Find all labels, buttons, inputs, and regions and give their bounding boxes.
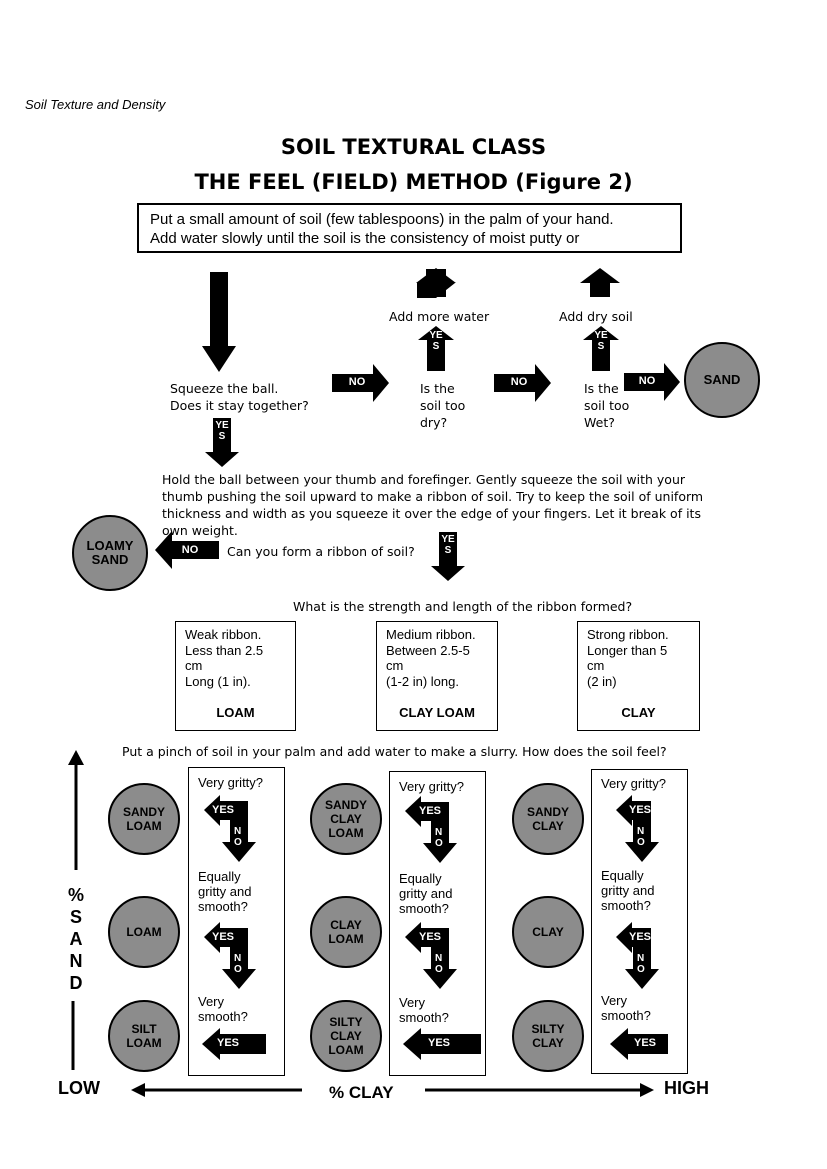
- add-more-water: Add more water: [389, 309, 490, 324]
- sandy-clay-result: SANDY CLAY: [512, 783, 584, 855]
- very-gritty-question: Very gritty?: [399, 779, 465, 794]
- yes-label: YES: [629, 931, 652, 943]
- arrow-right-icon: [640, 1083, 654, 1097]
- equally-gritty-question: Equally gritty and smooth?: [601, 868, 655, 913]
- slurry-instructions: Put a pinch of soil in your palm and add water to make a slurry. How does the soil feel?: [122, 744, 667, 759]
- clay-loam-result: CLAY LOAM: [310, 896, 382, 968]
- instruction-line-2: Add water slowly until the soil is the consistency of moist putty or: [150, 230, 580, 247]
- no-label: NO: [637, 826, 645, 848]
- too-dry-question: Is the soil too dry?: [420, 381, 466, 430]
- arrow-up-icon: [68, 750, 84, 765]
- yes-label: YES: [217, 1037, 240, 1049]
- ribbon-result: CLAY: [621, 704, 656, 720]
- no-label: NO: [435, 953, 443, 975]
- ribbon-result: LOAM: [216, 704, 255, 720]
- ribbon-description: Strong ribbon. Longer than 5 cm (2 in): [587, 627, 669, 689]
- page-header: Soil Texture and Density: [25, 97, 166, 112]
- equally-gritty-question: Equally gritty and smooth?: [399, 871, 453, 916]
- no-label: NO: [638, 375, 656, 387]
- very-smooth-question: Very smooth?: [198, 994, 248, 1024]
- loamy-sand-result: LOAMY SAND: [72, 515, 148, 591]
- yes-label: YES: [441, 534, 455, 556]
- axis-low-label: LOW: [58, 1078, 100, 1098]
- yes-label: YES: [428, 1037, 451, 1049]
- title-line-2: THE FEEL (FIELD) METHOD (Figure 2): [194, 170, 633, 194]
- sand-result: SAND: [684, 342, 760, 418]
- hold-ball-instructions: Hold the ball between your thumb and forefinger. Gently squeeze the soil with your thumb pushing the soil upward to make a ribbon of soil. Try to keep the soil of uniform thickness and width as you squeeze it over the edge of your fingers. Let it break of its own weight.: [162, 472, 704, 538]
- very-smooth-question: Very smooth?: [399, 995, 449, 1025]
- no-label: NO: [234, 826, 242, 848]
- yes-label: YES: [634, 1037, 657, 1049]
- silty-clay-result: SILTY CLAY: [512, 1000, 584, 1072]
- too-wet-question: Is the soil too Wet?: [584, 381, 630, 430]
- percent-sand-axis-label: % S A N D: [67, 885, 84, 993]
- no-label: NO: [234, 953, 242, 975]
- no-label: NO: [181, 544, 199, 556]
- sandy-clay-loam-result: SANDY CLAY LOAM: [310, 783, 382, 855]
- axis-high-label: HIGH: [664, 1078, 709, 1098]
- yes-label: YES: [629, 804, 652, 816]
- ribbon-description: Weak ribbon. Less than 2.5 cm Long (1 in).: [185, 627, 264, 689]
- yes-label: YES: [429, 330, 443, 352]
- yes-label: YES: [212, 804, 235, 816]
- ribbon-result: CLAY LOAM: [399, 704, 475, 720]
- clay-result: CLAY: [512, 896, 584, 968]
- very-gritty-question: Very gritty?: [198, 775, 264, 790]
- arrow-left-icon: [131, 1083, 145, 1097]
- equally-gritty-question: Equally gritty and smooth?: [198, 869, 252, 914]
- no-label: NO: [348, 376, 366, 388]
- percent-clay-axis-label: % CLAY: [329, 1083, 394, 1102]
- add-dry-soil: Add dry soil: [559, 309, 633, 324]
- strength-question: What is the strength and length of the ribbon formed?: [293, 599, 633, 614]
- yes-label: YES: [212, 931, 235, 943]
- very-gritty-question: Very gritty?: [601, 776, 667, 791]
- loam-result: LOAM: [108, 896, 180, 968]
- yes-label: YES: [419, 931, 442, 943]
- yes-label: YES: [594, 330, 608, 352]
- silt-loam-result: SILT LOAM: [108, 1000, 180, 1072]
- instruction-line-1: Put a small amount of soil (few tablespoons) in the palm of your hand.: [150, 211, 614, 228]
- no-label: NO: [510, 376, 528, 388]
- silty-clay-loam-result: SILTY CLAY LOAM: [310, 1000, 382, 1072]
- no-label: NO: [435, 827, 443, 849]
- sandy-loam-result: SANDY LOAM: [108, 783, 180, 855]
- ribbon-description: Medium ribbon. Between 2.5-5 cm (1-2 in) long.: [386, 627, 476, 689]
- ribbon-question: Can you form a ribbon of soil?: [227, 544, 415, 559]
- yes-label: YES: [215, 420, 229, 442]
- very-smooth-question: Very smooth?: [601, 993, 651, 1023]
- yes-label: YES: [419, 805, 442, 817]
- squeeze-question: Squeeze the ball. Does it stay together?: [170, 381, 309, 413]
- title-line-1: SOIL TEXTURAL CLASS: [280, 135, 547, 159]
- no-label: NO: [637, 953, 645, 975]
